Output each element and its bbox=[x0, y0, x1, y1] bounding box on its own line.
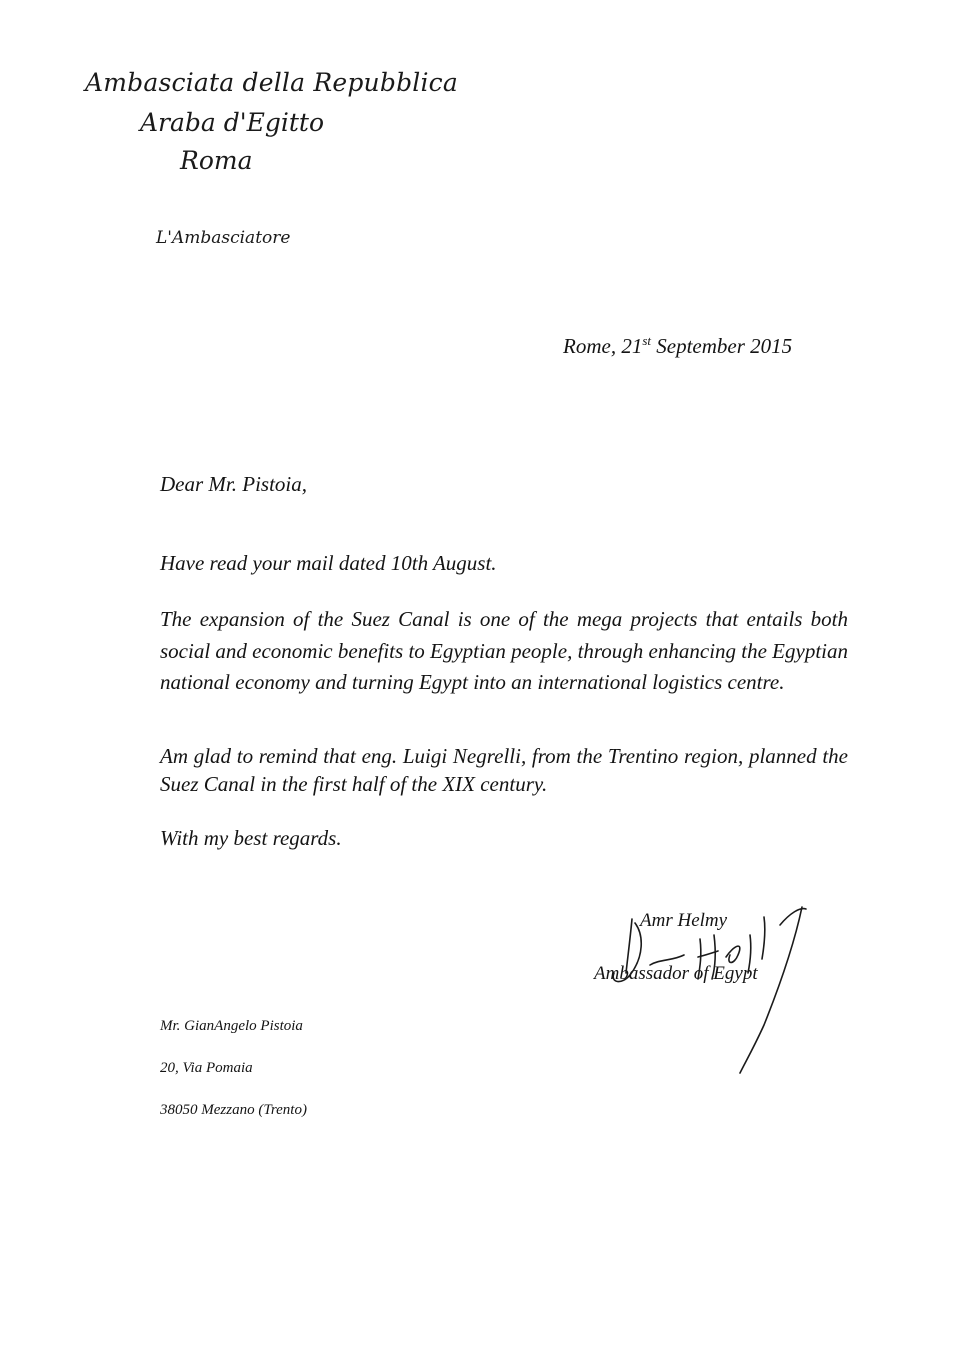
letterhead-line-1: Ambasciata della Repubblica bbox=[85, 68, 458, 97]
paragraph-2: The expansion of the Suez Canal is one of the mega projects that entails both social and economic benefits to Egyptian people, through enhancing the Egyptian national economy and turning Egypt into an international logistics centre. bbox=[160, 607, 848, 694]
recipient-name: Mr. GianAngelo Pistoia bbox=[160, 1018, 303, 1034]
signatory-title: Ambassador of Egypt bbox=[594, 963, 758, 984]
salutation: Dear Mr. Pistoia, bbox=[160, 472, 307, 496]
date-suffix: September 2015 bbox=[651, 334, 793, 358]
date-prefix: Rome, 21 bbox=[563, 334, 643, 358]
letterhead-office: L'Ambasciatore bbox=[156, 228, 291, 248]
paragraph-1: Have read your mail dated 10th August. bbox=[160, 551, 497, 575]
paragraph-3: Am glad to remind that eng. Luigi Negrelli, from the Trentino region, planned the Suez Canal in the first half of the XIX century. bbox=[160, 744, 848, 796]
recipient-city: 38050 Mezzano (Trento) bbox=[160, 1102, 307, 1118]
letterhead-line-2: Araba d'Egitto bbox=[140, 108, 325, 137]
signatory-name: Amr Helmy bbox=[640, 910, 728, 931]
date-ordinal: st bbox=[642, 333, 651, 348]
letter-date bbox=[563, 334, 792, 359]
recipient-street: 20, Via Pomaia bbox=[160, 1060, 253, 1076]
letterhead-line-3: Roma bbox=[180, 146, 253, 175]
closing: With my best regards. bbox=[160, 826, 342, 850]
handwritten-signature bbox=[580, 895, 820, 1080]
